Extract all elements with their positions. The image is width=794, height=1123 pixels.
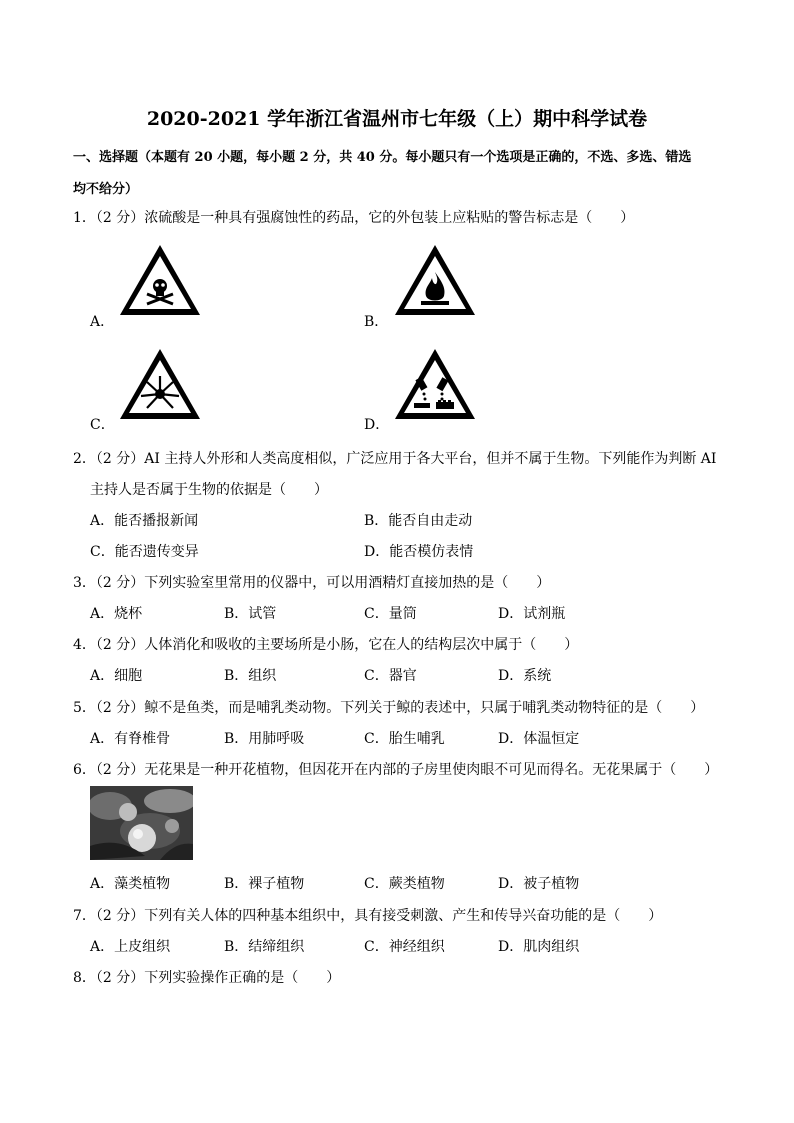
q2-option-a: A．能否播报新闻: [90, 513, 199, 529]
q7-option-b: B．结缔组织: [224, 939, 305, 955]
question-4-text: 4．（2 分）人体消化和吸收的主要场所是小肠，它在人的结构层次中属于（ ）: [73, 637, 579, 653]
question-1-text: 1．（2 分）浓硫酸是一种具有强腐蚀性的药品，它的外包装上应粘贴的警告标志是（ ）: [73, 210, 635, 226]
q6-option-b: B．裸子植物: [224, 876, 305, 892]
q3-option-d: D．试剂瓶: [498, 606, 566, 622]
q5-option-d: D．体温恒定: [498, 731, 580, 747]
q7-option-c: C．神经组织: [364, 939, 445, 955]
q1-option-b: B．: [364, 314, 389, 330]
question-3-text: 3．（2 分）下列实验室里常用的仪器中，可以用酒精灯直接加热的是（ ）: [73, 575, 551, 591]
q3-option-b: B．试管: [224, 606, 277, 622]
page-title: 2020-2021 学年浙江省温州市七年级（上）期中科学试卷: [146, 108, 648, 130]
q6-option-a: A．藻类植物: [90, 876, 171, 892]
q6-option-d: D．被子植物: [498, 876, 580, 892]
section-heading-line2: 均不给分）: [73, 182, 139, 197]
question-5-text: 5．（2 分）鲸不是鱼类，而是哺乳类动物。下列关于鲸的表述中，只属于哺乳类动物特征的是（ ）: [73, 700, 705, 716]
explosive-icon: [117, 346, 203, 422]
q4-option-b: B．组织: [224, 668, 277, 684]
q4-option-a: A．细胞: [90, 668, 143, 684]
corrosive-icon: [392, 346, 478, 422]
q1-option-a: A．: [90, 314, 115, 330]
toxic-icon: [117, 242, 203, 318]
q5-option-a: A．有脊椎骨: [90, 731, 171, 747]
question-2-text-line2: 主持人是否属于生物的依据是（ ）: [90, 482, 328, 498]
q2-option-c: C．能否遗传变异: [90, 544, 199, 560]
question-2-text: 2．（2 分）AI 主持人外形和人类高度相似，广泛应用于各大平台，但并不属于生物。下列能作为判断 AI: [73, 451, 717, 467]
flammable-icon: [392, 242, 478, 318]
q7-option-a: A．上皮组织: [90, 939, 171, 955]
question-7-text: 7．（2 分）下列有关人体的四种基本组织中，具有接受刺激、产生和传导兴奋功能的是（ ）: [73, 908, 663, 924]
q4-option-c: C．器官: [364, 668, 417, 684]
section-heading-line1: 一、选择题（本题有 20 小题，每小题 2 分，共 40 分。每小题只有一个选项是正确的，不选、多选、错选: [73, 150, 692, 165]
q3-option-a: A．烧杯: [90, 606, 143, 622]
q1-option-d: D．: [364, 417, 390, 433]
q5-option-c: C．胎生哺乳: [364, 731, 445, 747]
q6-option-c: C．蕨类植物: [364, 876, 445, 892]
q4-option-d: D．系统: [498, 668, 552, 684]
q7-option-d: D．肌肉组织: [498, 939, 580, 955]
q2-option-b: B．能否自由走动: [364, 513, 473, 529]
fig-photo: [90, 786, 193, 860]
q1-option-c: C．: [90, 417, 115, 433]
question-6-text: 6．（2 分）无花果是一种开花植物，但因花开在内部的子房里使肉眼不可见而得名。无花果属于（ ）: [73, 762, 719, 778]
q2-option-d: D．能否模仿表情: [364, 544, 474, 560]
q3-option-c: C．量筒: [364, 606, 417, 622]
q5-option-b: B．用肺呼吸: [224, 731, 305, 747]
question-8-text: 8．（2 分）下列实验操作正确的是（ ）: [73, 970, 341, 986]
